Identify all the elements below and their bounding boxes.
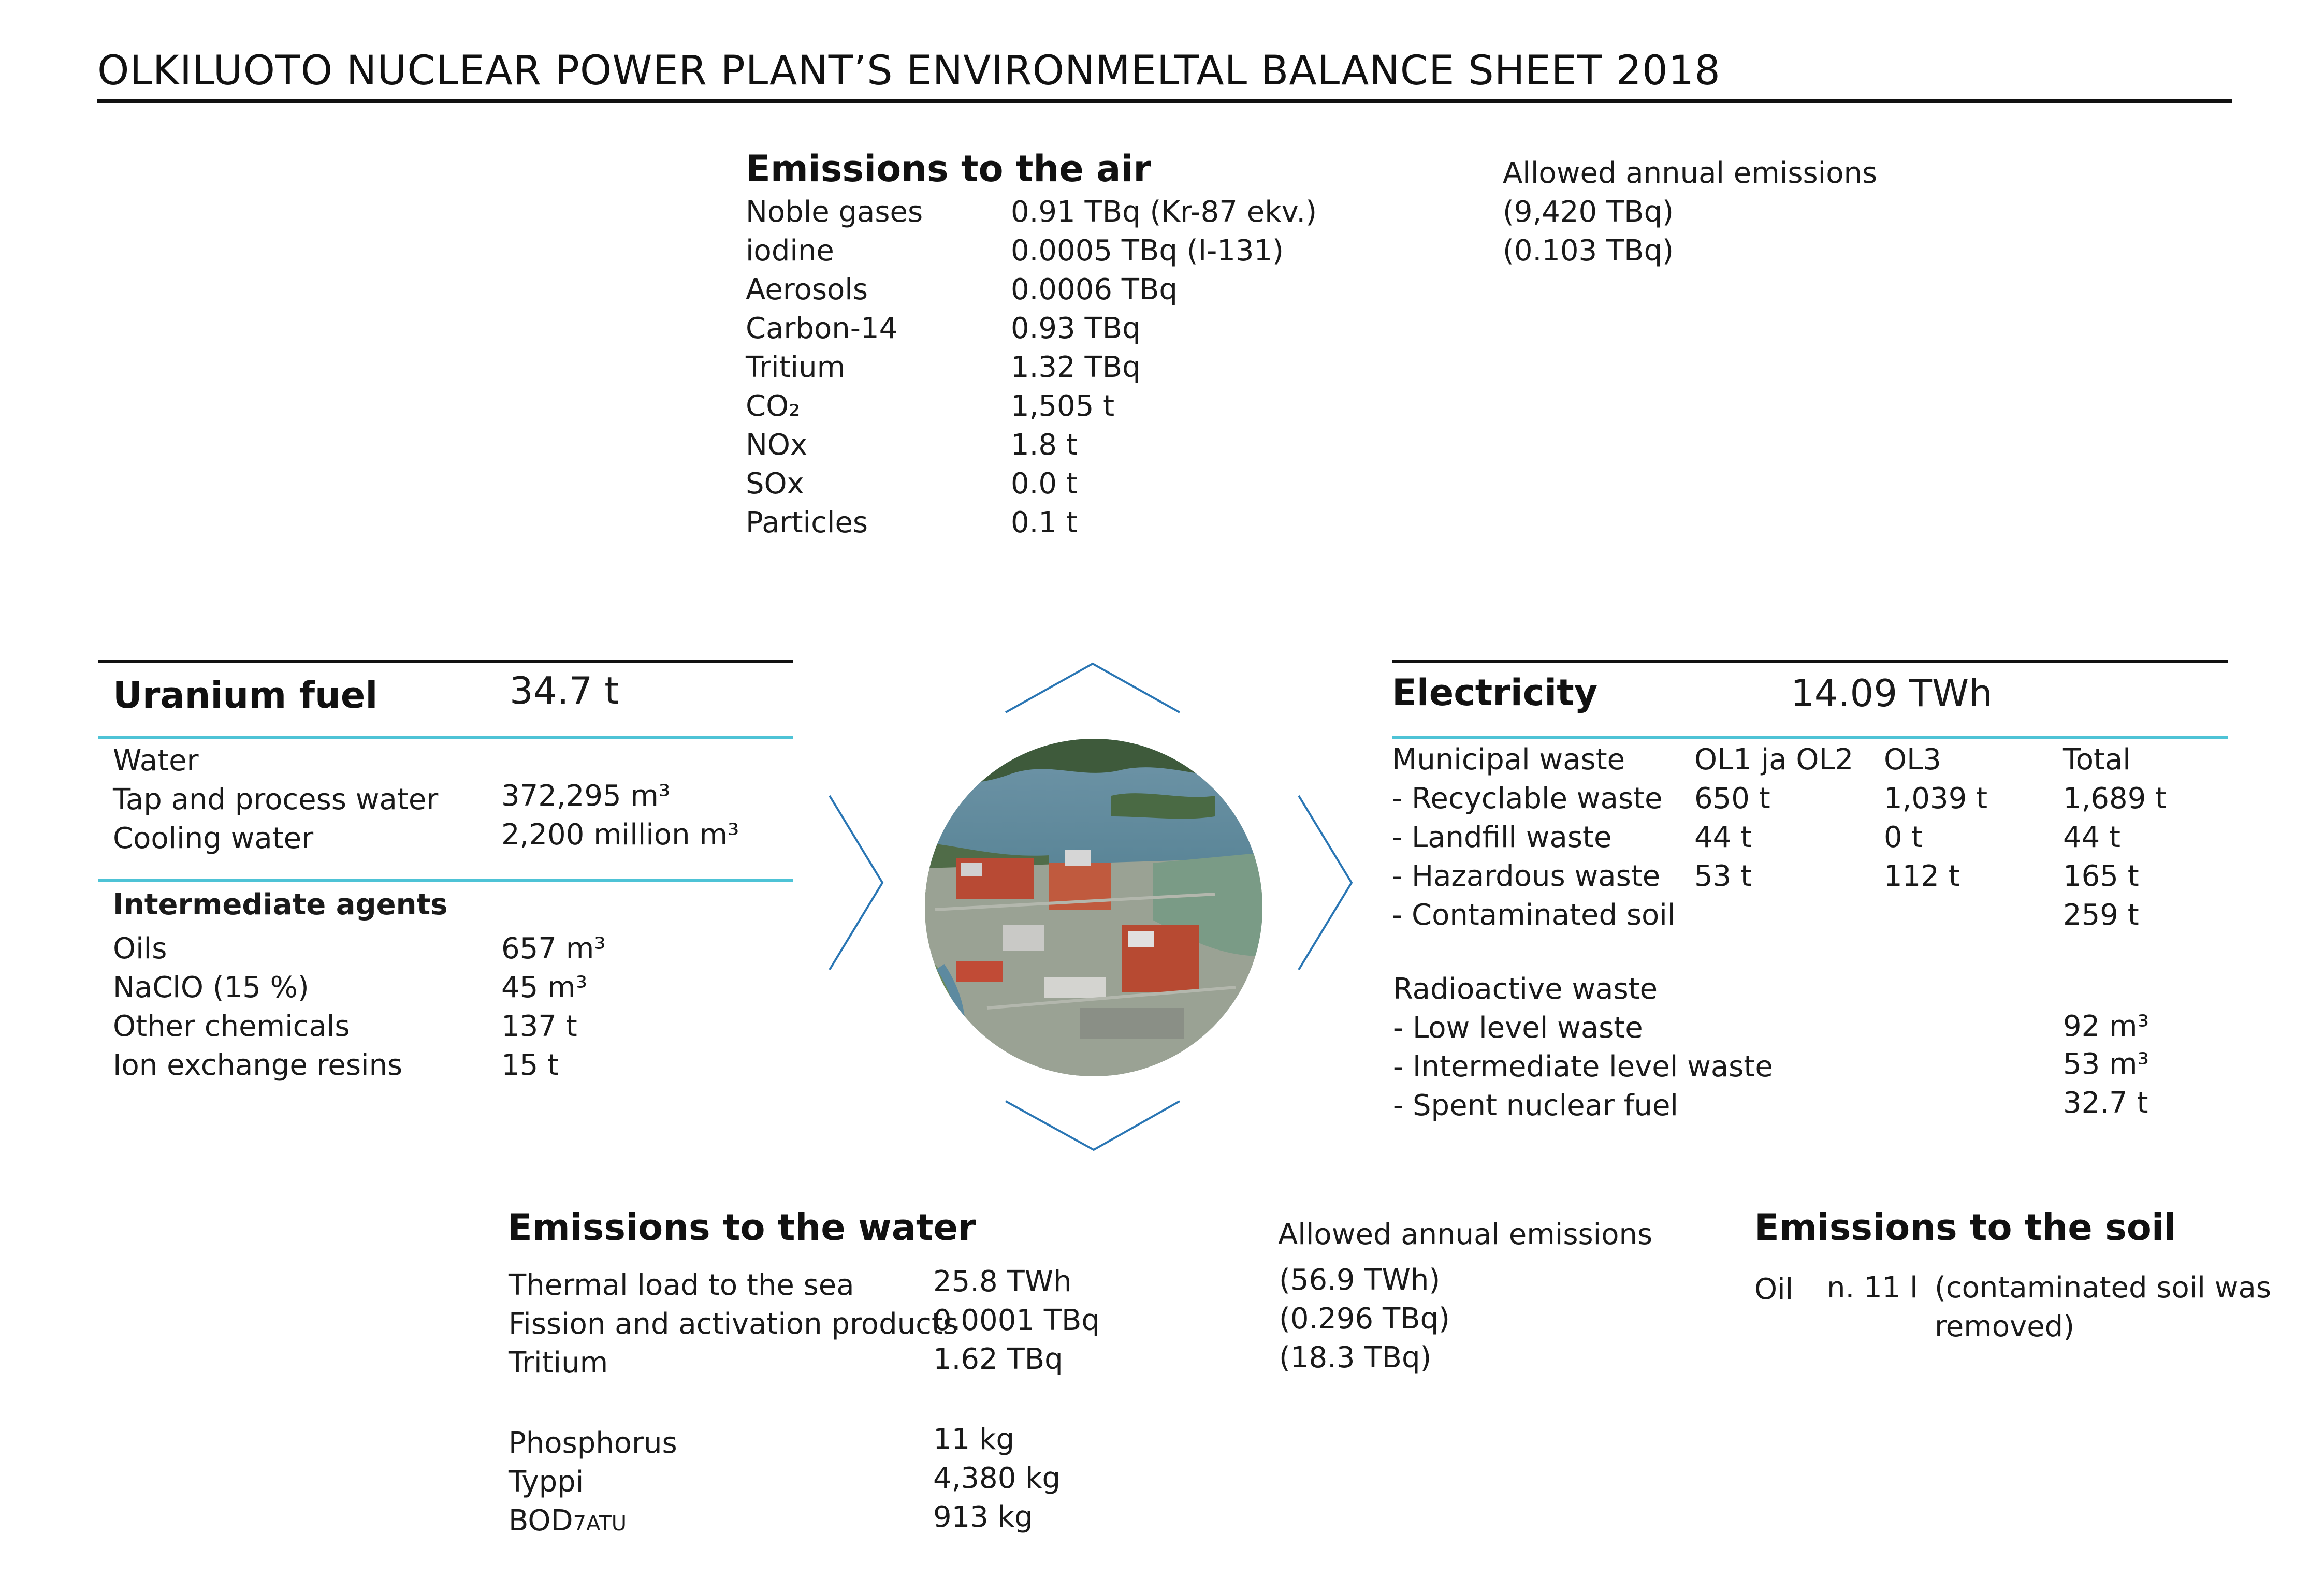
- water-row-allowed: (0.296 TBq): [1279, 1302, 1450, 1336]
- air-value: 1.32 TBq: [1011, 350, 1141, 384]
- soil-heading: Emissions to the soil: [1754, 1206, 2176, 1249]
- soil-value: n. 11 l: [1827, 1271, 1918, 1305]
- water-value: 372,295 m³: [501, 779, 671, 813]
- chevron-right-icon: [1298, 795, 1355, 971]
- fuel-heading: Uranium fuel: [113, 674, 378, 717]
- radioactive-total: 32.7 t: [2063, 1086, 2148, 1120]
- bod-subscript: 7ATU: [573, 1512, 627, 1536]
- air-label: CO₂: [746, 389, 801, 423]
- page-title: OLKILUOTO NUCLEAR POWER PLANT’S ENVIRONMELTAL BALANCE SHEET 2018: [97, 48, 1721, 94]
- air-label: Carbon-14: [746, 312, 898, 345]
- municipal-total: 1,689 t: [2063, 782, 2167, 815]
- title-divider: [97, 99, 2232, 103]
- air-label: Tritium: [746, 350, 846, 384]
- air-value: 0.1 t: [1011, 506, 1078, 539]
- water-row-label: Tritium: [509, 1346, 608, 1380]
- water-allowed-heading: Allowed annual emissions: [1278, 1218, 1653, 1251]
- water-row-value: 4,380 kg: [933, 1462, 1061, 1495]
- water-row-allowed: (18.3 TBq): [1279, 1341, 1432, 1375]
- water-row-value: 11 kg: [933, 1423, 1015, 1456]
- soil-note: removed): [1935, 1310, 2075, 1343]
- column-header: OL3: [1884, 743, 1941, 777]
- soil-note: (contaminated soil was: [1935, 1271, 2271, 1305]
- air-allowed-value: (0.103 TBq): [1503, 234, 1674, 268]
- plant-aerial-photo: [925, 739, 1262, 1076]
- air-heading: Emissions to the air: [746, 148, 1151, 190]
- air-value: 0.93 TBq: [1011, 312, 1141, 345]
- agent-value: 45 m³: [501, 971, 588, 1004]
- electricity-amount: 14.09 TWh: [1791, 671, 1993, 715]
- water-row-label: Fission and activation products: [509, 1307, 958, 1341]
- municipal-total: 259 t: [2063, 898, 2139, 932]
- agent-value: 657 m³: [501, 932, 606, 966]
- municipal-label: - Contaminated soil: [1392, 898, 1676, 932]
- water-row-label: Typpi: [509, 1465, 584, 1499]
- air-label: SOx: [746, 467, 804, 501]
- agent-label: Oils: [113, 932, 167, 966]
- air-label: NOx: [746, 428, 808, 462]
- air-value: 0.0 t: [1011, 467, 1078, 501]
- municipal-heading: Municipal waste: [1392, 743, 1625, 777]
- municipal-ol3: 112 t: [1884, 859, 1960, 893]
- water-row-value: 0.0001 TBq: [933, 1304, 1100, 1337]
- agent-label: Ion exchange resins: [113, 1048, 403, 1082]
- air-value: 0.0005 TBq (I-131): [1011, 234, 1284, 268]
- water-row-value: 1.62 TBq: [933, 1342, 1063, 1376]
- water-row-value: 25.8 TWh: [933, 1265, 1072, 1298]
- agents-heading: Intermediate agents: [113, 888, 448, 922]
- air-allowed-heading: Allowed annual emissions: [1503, 156, 1878, 190]
- air-label: iodine: [746, 234, 834, 268]
- municipal-total: 165 t: [2063, 859, 2139, 893]
- air-value: 1.8 t: [1011, 428, 1078, 462]
- water-label: Tap and process water: [113, 783, 439, 816]
- fuel-divider: [98, 736, 793, 739]
- air-label: Noble gases: [746, 195, 923, 229]
- radioactive-total: 92 m³: [2063, 1010, 2149, 1043]
- water-row-label: [509, 1504, 627, 1538]
- municipal-ol12: 53 t: [1694, 859, 1752, 893]
- water-value: 2,200 million m³: [501, 818, 739, 852]
- radioactive-label: - Intermediate level waste: [1393, 1050, 1773, 1084]
- water-row-label: Thermal load to the sea: [509, 1268, 854, 1302]
- radioactive-label: - Spent nuclear fuel: [1393, 1089, 1678, 1122]
- municipal-total: 44 t: [2063, 821, 2121, 854]
- electricity-top-rule: [1392, 660, 2228, 663]
- bod-label: BOD: [509, 1504, 573, 1538]
- soil-label: Oil: [1754, 1273, 1794, 1306]
- municipal-label: - Landfill waste: [1392, 821, 1612, 854]
- column-header: Total: [2063, 743, 2131, 777]
- water-emissions-heading: Emissions to the water: [507, 1206, 976, 1249]
- chevron-right-icon: [829, 795, 885, 971]
- column-header: OL1 ja OL2: [1694, 743, 1854, 777]
- municipal-ol12: 650 t: [1694, 782, 1770, 815]
- agents-divider: [98, 879, 793, 882]
- radioactive-label: - Low level waste: [1393, 1011, 1643, 1045]
- electricity-heading: Electricity: [1392, 671, 1598, 714]
- agent-label: NaClO (15 %): [113, 971, 309, 1004]
- air-value: 0.0006 TBq: [1011, 273, 1178, 306]
- air-value: 1,505 t: [1011, 389, 1115, 423]
- air-label: Particles: [746, 506, 868, 539]
- water-label: Cooling water: [113, 822, 314, 855]
- municipal-ol12: 44 t: [1694, 821, 1752, 854]
- water-row-label: Phosphorus: [509, 1426, 677, 1460]
- air-label: Aerosols: [746, 273, 868, 306]
- air-value: 0.91 TBq (Kr-87 ekv.): [1011, 195, 1317, 229]
- radioactive-heading: Radioactive waste: [1393, 972, 1658, 1006]
- chevron-up-icon: [1005, 662, 1181, 713]
- agent-value: 15 t: [501, 1048, 559, 1082]
- agent-label: Other chemicals: [113, 1010, 350, 1043]
- water-heading: Water: [113, 744, 199, 778]
- water-row-value: 913 kg: [933, 1500, 1033, 1534]
- agent-value: 137 t: [501, 1010, 577, 1043]
- fuel-top-rule: [98, 660, 793, 663]
- municipal-label: - Recyclable waste: [1392, 782, 1663, 815]
- air-allowed-value: (9,420 TBq): [1503, 195, 1674, 229]
- water-row-allowed: (56.9 TWh): [1279, 1263, 1441, 1297]
- fuel-amount: 34.7 t: [510, 669, 619, 712]
- radioactive-total: 53 m³: [2063, 1047, 2149, 1081]
- electricity-divider: [1392, 736, 2228, 739]
- chevron-down-icon: [1005, 1100, 1181, 1152]
- municipal-ol3: 1,039 t: [1884, 782, 1988, 815]
- municipal-ol3: 0 t: [1884, 821, 1923, 854]
- municipal-label: - Hazardous waste: [1392, 859, 1661, 893]
